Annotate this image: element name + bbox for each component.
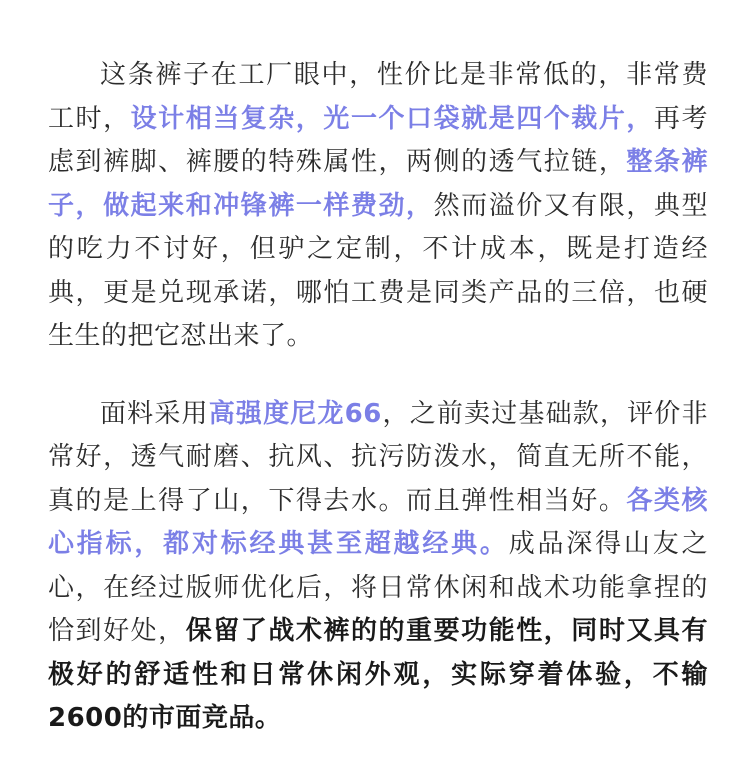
p1-text-1: 这条裤子在工厂眼中，性价比是非常低的，非常费工时， [48,60,708,134]
p1-text-3: 然而溢价又有限，典型的吃力不讨好，但驴之定制，不计成本，既是打造经典，更是兑现承诺，哪怕工费是同类产品的三倍，也硬生生的把它怼出来了。 [48,190,708,351]
p2-text-1: 面料采用 [100,398,209,429]
p1-text-2: 再考虑到裤脚、裤腰的特殊属性，两侧的透气拉链， [48,103,708,177]
article-body [48,54,708,741]
p2-text-3: 成品深得山友之心，在经过版师优化后，将日常休闲和战术功能拿捏的恰到好处， [48,529,708,646]
p2-highlight-2: 各类核心指标，都对标经典甚至超越经典。 [48,485,708,559]
p1-highlight-1: 设计相当复杂，光一个口袋就是四个裁片， [130,103,654,134]
p2-highlight-1: 高强度尼龙66 [208,398,382,429]
p2-bold-1: 保留了战术裤的的重要功能性，同时又具有极好的舒适性和日常休闲外观，实际穿着体验，不输2600的市面竞品。 [48,616,708,733]
p1-highlight-2: 整条裤子，做起来和冲锋裤一样费劲， [48,147,708,221]
p2-text-2: ，之前卖过基础款，评价非常好，透气耐磨、抗风、抗污防泼水，简直无所不能，真的是上得了山，下得去水。而且弹性相当好。 [48,398,708,516]
paragraph-2 [48,393,708,741]
paragraph-1 [48,54,708,359]
